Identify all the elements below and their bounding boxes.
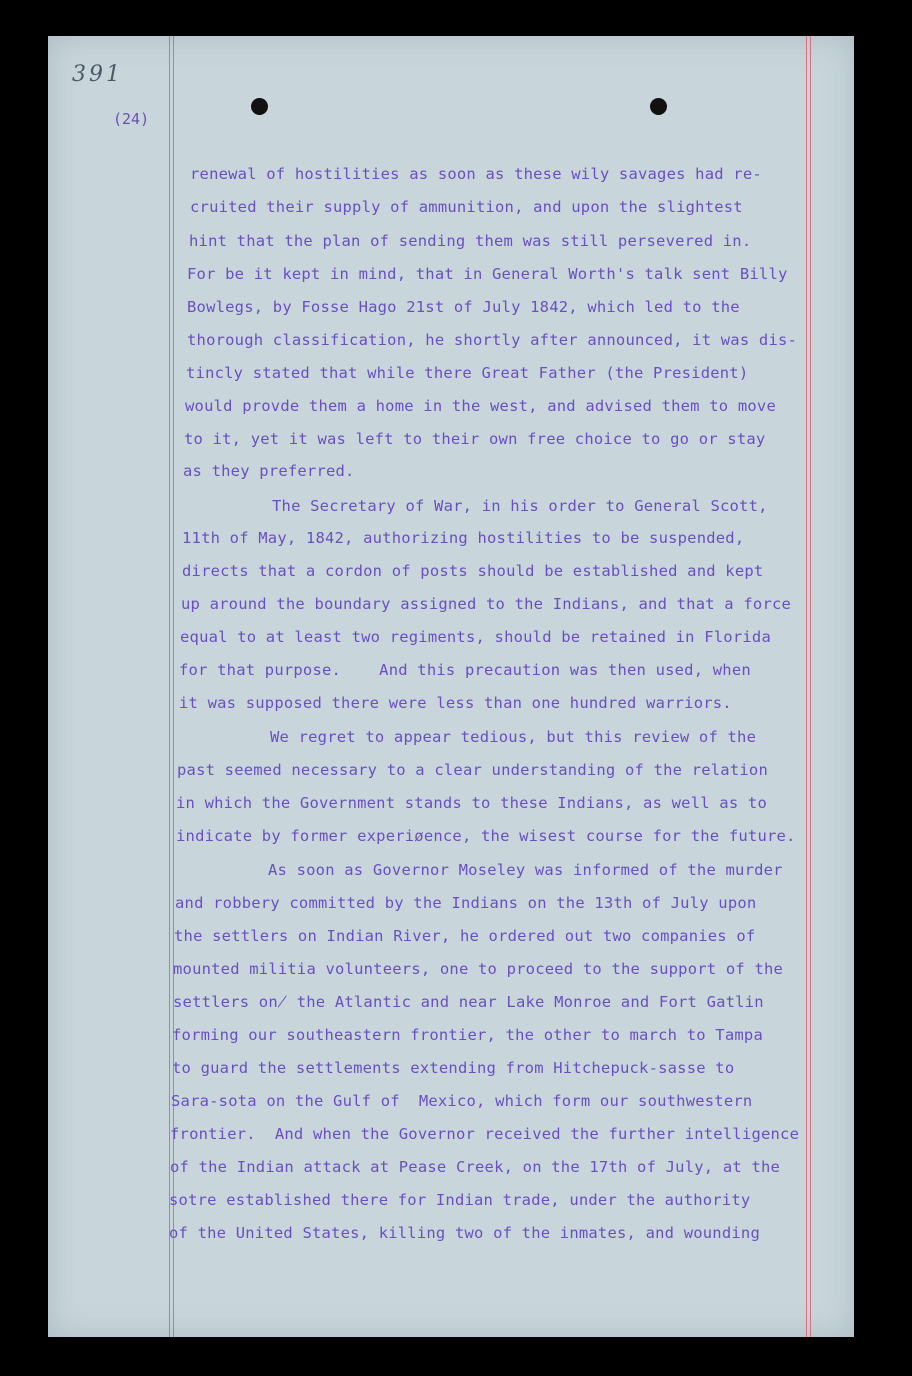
text-line: to it, yet it was left to their own free choice to go or stay	[184, 430, 766, 448]
text-line: cruited their supply of ammunition, and upon the slightest	[190, 198, 743, 216]
text-line: hint that the plan of sending them was still persevered in.	[189, 232, 752, 250]
text-line: indicate by former experiøence, the wisest course for the future.	[176, 827, 796, 845]
text-line: directs that a cordon of posts should be established and kept	[182, 562, 764, 580]
text-line: For be it kept in mind, that in General Worth's talk sent Billy	[187, 265, 788, 283]
text-line: renewal of hostilities as soon as these wily savages had re-	[190, 165, 762, 183]
right-margin-rule	[806, 36, 807, 1337]
text-line: Sara-sota on the Gulf of Mexico, which form our southwestern	[171, 1092, 753, 1110]
text-line: mounted militia volunteers, one to proceed to the support of the	[173, 960, 784, 978]
text-line: and robbery committed by the Indians on the 13th of July upon	[175, 894, 757, 912]
right-margin-rule-outer	[810, 36, 811, 1337]
text-line: past seemed necessary to a clear understanding of the relation	[177, 761, 768, 779]
text-line: The Secretary of War, in his order to General Scott,	[272, 497, 768, 515]
folio-number: 391	[72, 62, 123, 87]
text-line: for that purpose. And this precaution was then used, when	[179, 661, 751, 679]
binder-hole-left	[251, 98, 268, 115]
text-line: would provde them a home in the west, and advised them to move	[185, 397, 776, 415]
text-line: of the United States, killing two of the inmates, and wounding	[169, 1224, 760, 1242]
text-line: in which the Government stands to these Indians, as well as to	[176, 794, 767, 812]
binder-hole-right	[650, 98, 667, 115]
text-line: thorough classification, he shortly after announced, it was dis-	[187, 331, 798, 349]
text-line: 11th of May, 1842, authorizing hostilities to be suspended,	[182, 529, 745, 547]
text-line: as they preferred.	[183, 462, 355, 480]
page-number: (24)	[113, 110, 150, 128]
text-line: As soon as Governor Moseley was informed of the murder	[268, 861, 783, 879]
text-line: We regret to appear tedious, but this review of the	[270, 728, 757, 746]
text-line: Bowlegs, by Fosse Hago 21st of July 1842, which led to the	[187, 298, 740, 316]
text-line: to guard the settlements extending from Hitchepuck-sasse to	[172, 1059, 735, 1077]
text-line: equal to at least two regiments, should be retained in Florida	[180, 628, 771, 646]
text-line: sotre established there for Indian trade, under the authority	[169, 1191, 751, 1209]
text-line: the settlers on Indian River, he ordered out two companies of	[174, 927, 756, 945]
text-line: settlers on̸ the Atlantic and near Lake Monroe and Fort Gatlin	[173, 993, 764, 1011]
text-line: frontier. And when the Governor received the further intelligence	[170, 1125, 800, 1143]
text-line: it was supposed there were less than one hundred warriors.	[179, 694, 732, 712]
text-line: of the Indian attack at Pease Creek, on the 17th of July, at the	[170, 1158, 781, 1176]
text-line: forming our southeastern frontier, the other to march to Tampa	[172, 1026, 763, 1044]
text-line: tincly stated that while there Great Father (the President)	[186, 364, 749, 382]
text-line: up around the boundary assigned to the Indians, and that a force	[181, 595, 792, 613]
